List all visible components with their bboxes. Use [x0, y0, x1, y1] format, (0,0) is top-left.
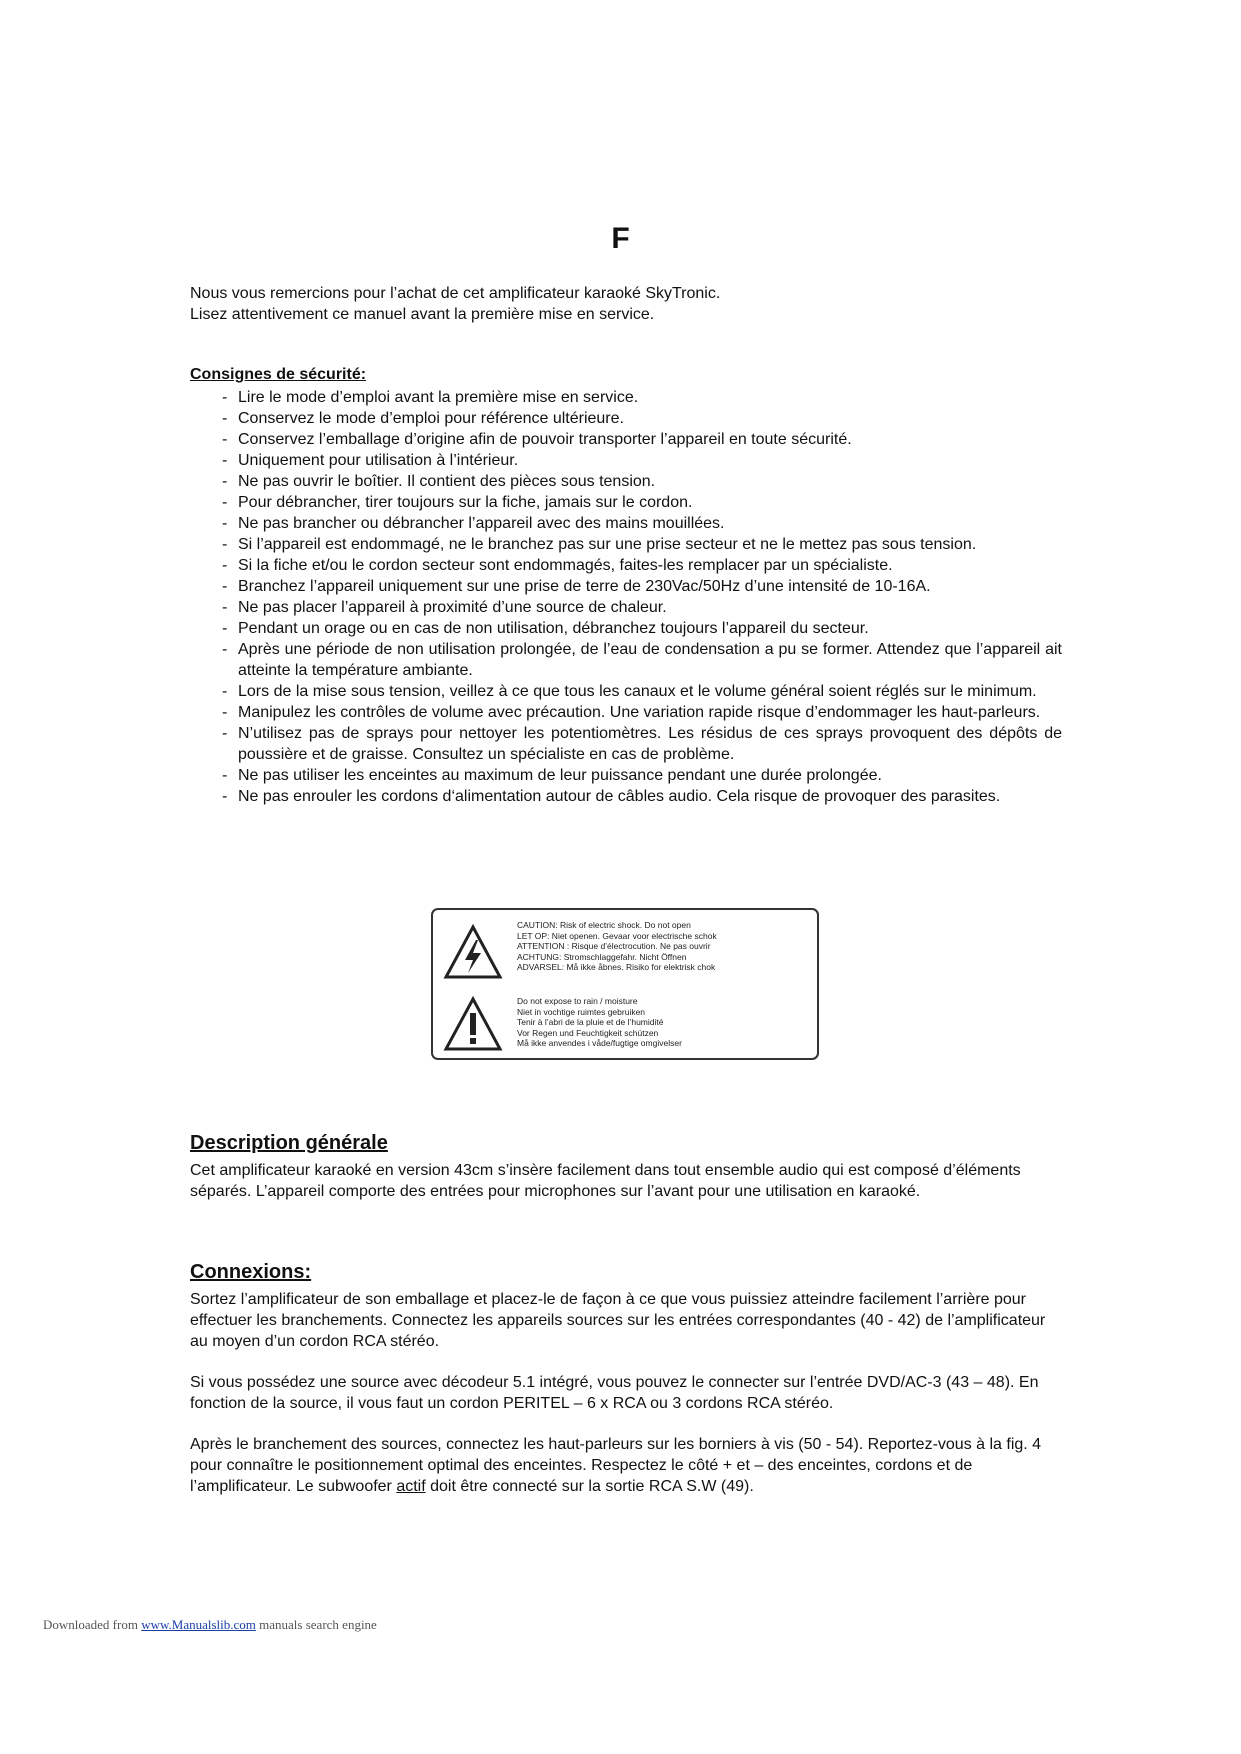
description-text: Cet amplificateur karaoké en version 43cm s’insère facilement dans tout ensemble audio qui est composé d’éléments séparés. L’appareil comporte des entrées pour microphones sur l’avant pour une utilisation en karaoké.: [190, 1162, 1021, 1200]
connexions-paragraph-2: Si vous possédez une source avec décodeur 5.1 intégré, vous pouvez le connecter sur l’entrée DVD/AC-3 (43 – 48). En fonction de la source, il vous faut un cordon PERITEL – 6 x RCA ou 3 cordons RCA stéréo.: [190, 1374, 1039, 1412]
safety-item: - Après une période de non utilisation prolongée, de l’eau de condensation a pu se former. Attendez que l’appareil ait atteinte la température ambiante.: [222, 639, 1062, 681]
warning-line: LET OP: Niet openen. Gevaar voor electrische schok: [517, 930, 717, 941]
safety-title: Consignes de sécurité:: [190, 366, 367, 383]
p3-text-b: doit être connecté sur la sortie RCA S.W (49).: [425, 1478, 754, 1495]
connexions-paragraph-1: Sortez l’amplificateur de son emballage et placez-le de façon à ce que vous puissiez atteindre facilement l’arrière pour effectuer les branchements. Connectez les appareils sources sur les entrées correspondantes (40 - 42) de l’amplificateur au moyen d’un cordon RCA stéréo.: [190, 1291, 1046, 1350]
safety-item: - Conservez le mode d’emploi pour référence ultérieure.: [222, 408, 1062, 429]
safety-item: - Ne pas enrouler les cordons d‘alimentation autour de câbles audio. Cela risque de provoquer des parasites.: [222, 786, 1062, 807]
safety-item: - Si l’appareil est endommagé, ne le branchez pas sur une prise secteur et ne le mettez pas sous tension.: [222, 534, 1062, 555]
safety-item: - Lors de la mise sous tension, veillez à ce que tous les canaux et le volume général soient réglés sur le minimum.: [222, 681, 1062, 702]
warning-line: Niet in vochtige ruimtes gebruiken: [517, 1006, 646, 1017]
p3-underlined-word: actif: [396, 1478, 426, 1495]
warning-line: Tenir à l’abri de la pluie et de l’humidité: [517, 1017, 664, 1027]
footer: [43, 1617, 377, 1633]
connexions-paragraph-3: [190, 1434, 1060, 1497]
p3-text-a: Après le branchement des sources, connectez les haut-parleurs sur les borniers à vis (50 - 54). Reportez-vous à la fig. 4 pour connaître le positionnement optimal des enceintes. Respectez le côté + et – des enceintes, cordons et de l’amplificateur. Le subwoofer: [190, 1436, 1042, 1495]
warning-line: Vor Regen und Feuchtigkeit schützen: [517, 1027, 659, 1038]
exclamation-warning-icon: [443, 996, 503, 1052]
safety-item: - Lire le mode d’emploi avant la première mise en service.: [222, 387, 1062, 408]
warning-text-shock: [517, 920, 812, 973]
page-letter: F: [611, 222, 630, 255]
intro-line-1: Nous vous remercions pour l’achat de cet amplificateur karaoké SkyTronic.: [190, 285, 721, 302]
safety-item: - Pendant un orage ou en cas de non utilisation, débranchez toujours l’appareil du secteur.: [222, 618, 1062, 639]
safety-item: - Uniquement pour utilisation à l’intérieur.: [222, 450, 1062, 471]
warning-label: [431, 908, 819, 1060]
footer-prefix: Downloaded from: [43, 1617, 142, 1632]
connexions-title: Connexions:: [190, 1261, 312, 1283]
warning-line: CAUTION: Risk of electric shock. Do not open: [517, 920, 691, 930]
safety-item: - Ne pas placer l’appareil à proximité d’une source de chaleur.: [222, 597, 1062, 618]
safety-item: - Si la fiche et/ou le cordon secteur sont endommagés, faites-les remplacer par un spécialiste.: [222, 555, 1062, 576]
safety-item: - Ne pas ouvrir le boîtier. Il contient des pièces sous tension.: [222, 471, 1062, 492]
description-title: Description générale: [190, 1132, 388, 1154]
electric-shock-icon: [443, 924, 503, 980]
safety-item: - N’utilisez pas de sprays pour nettoyer les potentiomètres. Les résidus de ces sprays provoquent des dépôts de poussière et de graisse. Consultez un spécialiste en cas de problème.: [222, 723, 1062, 765]
footer-suffix: manuals search engine: [255, 1617, 377, 1632]
safety-item: - Ne pas utiliser les enceintes au maximum de leur puissance pendant une durée prolongée.: [222, 765, 1062, 786]
safety-item: - Manipulez les contrôles de volume avec précaution. Une variation rapide risque d’endommager les haut-parleurs.: [222, 702, 1062, 723]
safety-item: - Branchez l’appareil uniquement sur une prise de terre de 230Vac/50Hz d’une intensité de 10-16A.: [222, 576, 1062, 597]
manualslib-link[interactable]: www.Manualslib.com: [141, 1617, 256, 1632]
warning-line: ACHTUNG: Stromschlaggefahr. Nicht Öffnen: [517, 951, 687, 962]
intro-line-2: Lisez attentivement ce manuel avant la première mise en service.: [190, 306, 655, 323]
safety-item: - Conservez l’emballage d’origine afin de pouvoir transporter l’appareil en toute sécurité.: [222, 429, 1062, 450]
warning-line: Do not expose to rain / moisture: [517, 996, 638, 1006]
warning-text-moisture: [517, 996, 812, 1049]
safety-item: - Pour débrancher, tirer toujours sur la fiche, jamais sur le cordon.: [222, 492, 1062, 513]
intro: [190, 283, 1070, 325]
warning-line: ADVARSEL: Må ikke åbnes. Risiko for elektrisk chok: [517, 962, 716, 972]
safety-list: [222, 387, 1062, 807]
warning-line: Må ikke anvendes i våde/fugtige omgivelser: [517, 1038, 682, 1048]
safety-item: - Ne pas brancher ou débrancher l’appareil avec des mains mouillées.: [222, 513, 1062, 534]
warning-line: ATTENTION : Risque d’électrocution. Ne pas ouvrir: [517, 941, 711, 951]
